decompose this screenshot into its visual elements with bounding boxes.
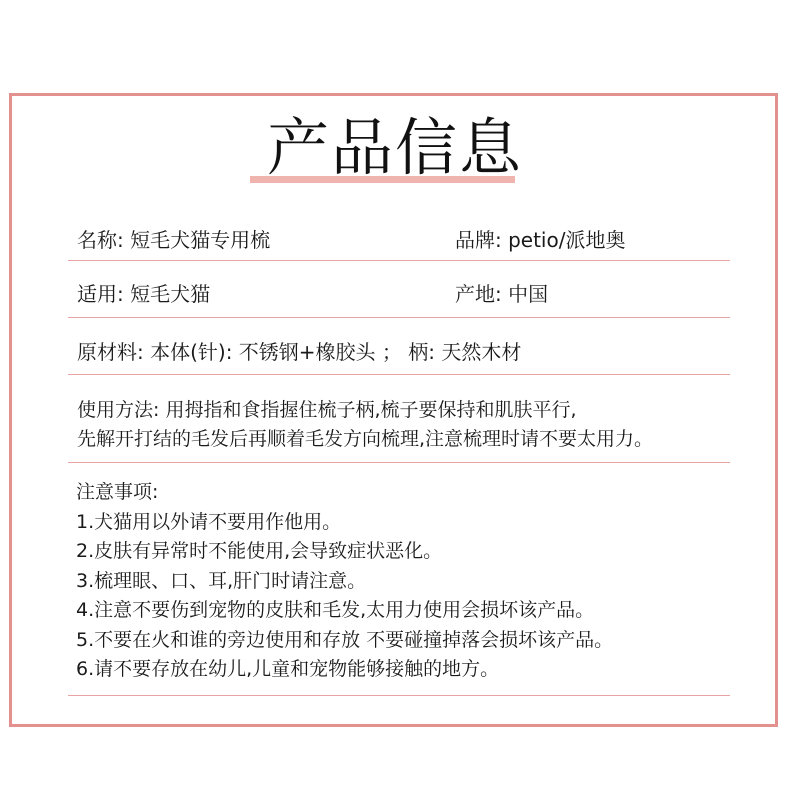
product-origin: 产地: 中国 (455, 282, 549, 306)
note-item: 1.犬猫用以外请不要用作他用。 (76, 510, 342, 533)
product-brand: 品牌: petio/派地奥 (455, 228, 626, 252)
product-suitable: 适用: 短毛犬猫 (77, 282, 211, 306)
product-material: 原材料: 本体(针): 不锈钢+橡胶头 ； 柄: 天然木材 (77, 340, 522, 364)
divider (68, 374, 730, 375)
usage-line-2: 先解开打结的毛发后再顺着毛发方向梳理,注意梳理时请不要太用力。 (77, 428, 654, 450)
note-item: 2.皮肤有异常时不能使用,会导致症状恶化。 (76, 540, 443, 562)
notes-heading: 注意事项: (76, 481, 159, 503)
note-item: 3.梳理眼、口、耳,肝门时请注意。 (76, 569, 367, 592)
page-title: 产品信息 (266, 111, 523, 184)
divider (68, 462, 730, 463)
note-item: 4.注意不要伤到宠物的皮肤和毛发,太用力使用会损坏该产品。 (76, 599, 595, 621)
note-item: 6.请不要存放在幼儿,儿童和宠物能够接触的地方。 (76, 658, 500, 680)
notes-section (76, 478, 613, 685)
divider (68, 260, 730, 261)
note-item: 5.不要在火和谁的旁边使用和存放 不要碰撞掉落会损坏该产品。 (76, 628, 614, 651)
divider (68, 317, 730, 318)
product-name: 名称: 短毛犬猫专用梳 (77, 228, 271, 252)
divider (68, 695, 730, 696)
usage-line-1: 使用方法: 用拇指和食指握住梳子柄,梳子要保持和肌肤平行, (77, 399, 577, 421)
